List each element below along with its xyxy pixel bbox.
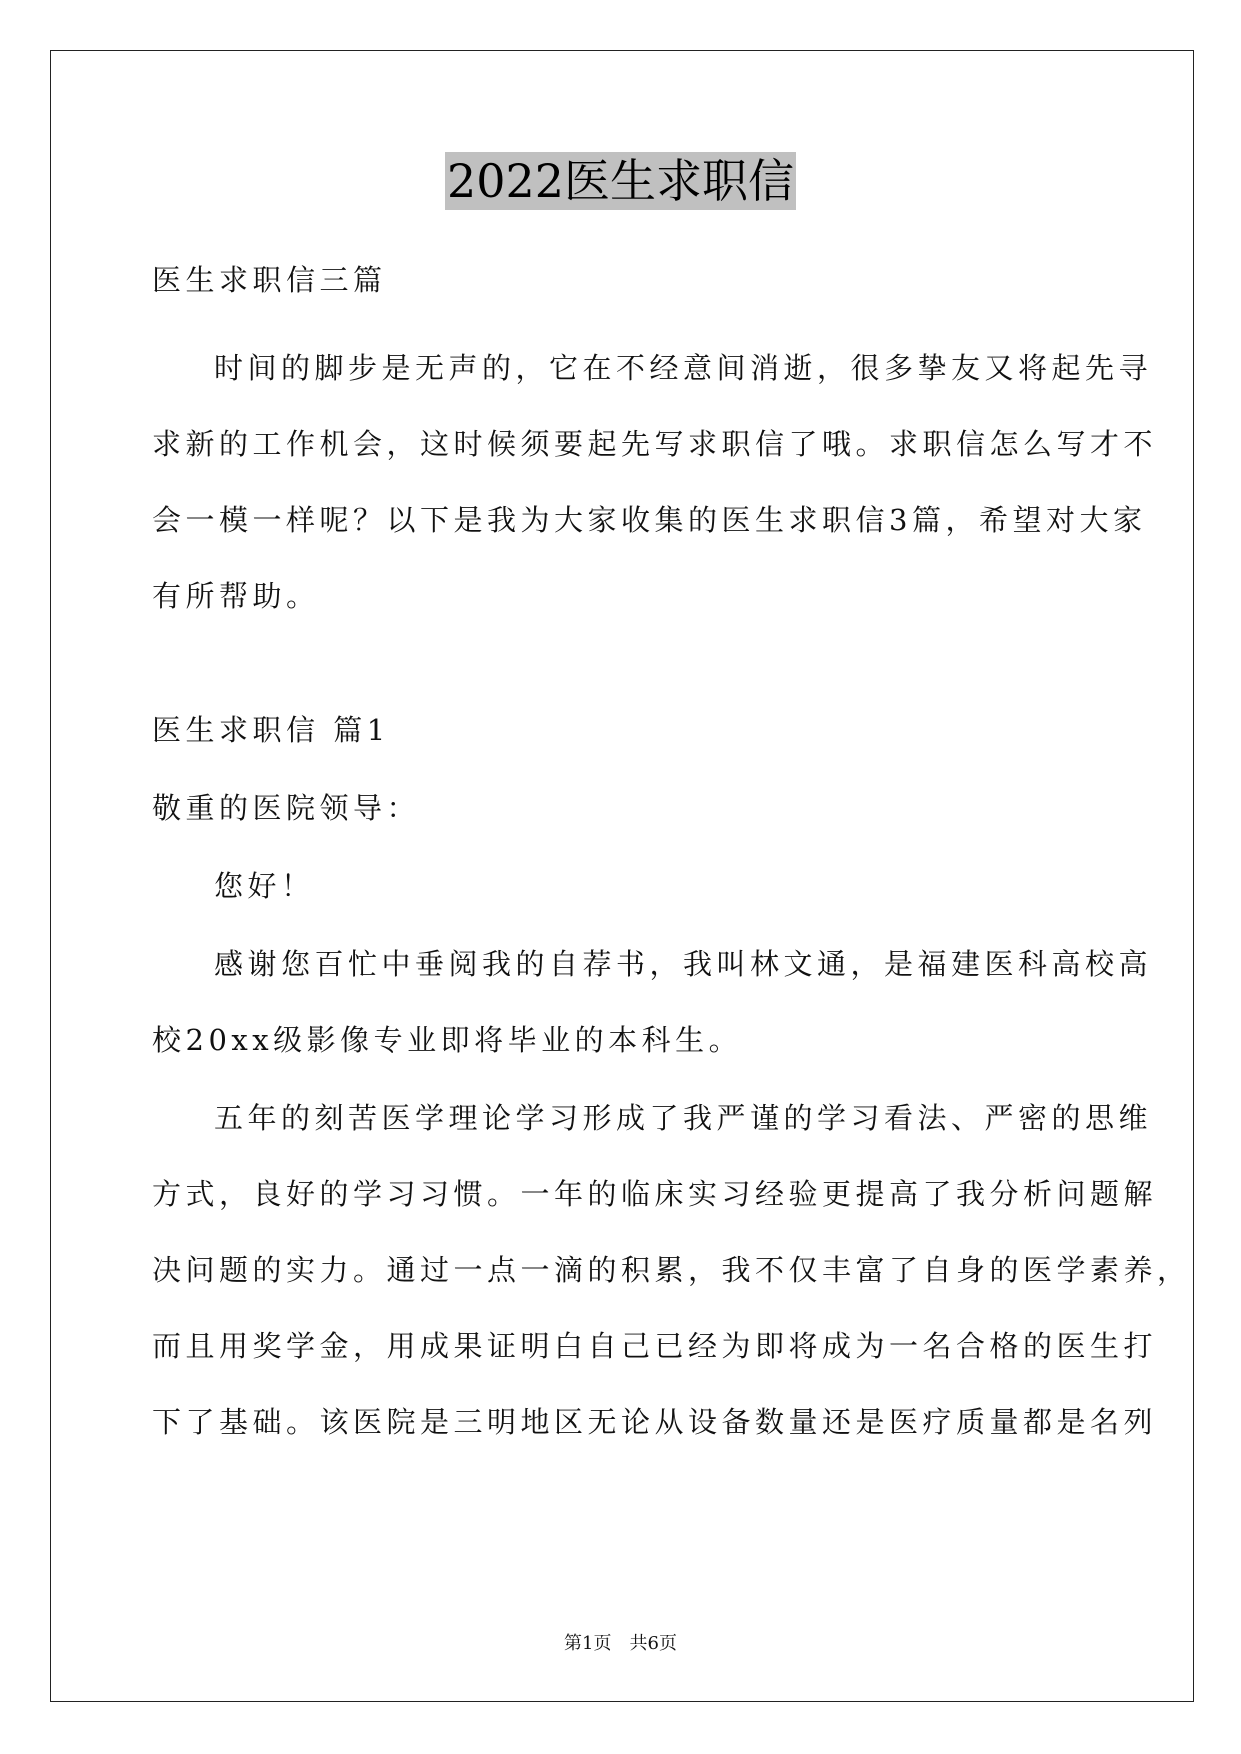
paragraph-line: 而且用奖学金，用成果证明白自己已经为即将成为一名合格的医生打 <box>152 1329 1158 1363</box>
intro-line: 求新的工作机会，这时候须要起先写求职信了哦。求职信怎么写才不 <box>152 427 1158 461</box>
title-container <box>0 152 1241 210</box>
paragraph-line: 五年的刻苦医学理论学习形成了我严谨的学习看法、严密的思维 <box>214 1101 1153 1135</box>
section-heading: 医生求职信 篇1 <box>152 713 390 747</box>
greeting: 您好！ <box>214 869 315 903</box>
paragraph-line: 感谢您百忙中垂阅我的自荐书，我叫林文通，是福建医科高校高 <box>214 947 1153 981</box>
paragraph-line: 决问题的实力。通过一点一滴的积累，我不仅丰富了自身的医学素养， <box>152 1253 1191 1287</box>
paragraph-line: 下了基础。该医院是三明地区无论从设备数量还是医疗质量都是名列 <box>152 1405 1158 1439</box>
intro-line: 时间的脚步是无声的，它在不经意间消逝，很多挚友又将起先寻 <box>214 351 1153 385</box>
intro-line: 有所帮助。 <box>152 579 320 613</box>
page-number-footer: 第1页 共6页 <box>564 1633 677 1654</box>
salutation: 敬重的医院领导： <box>152 791 421 825</box>
document-title: 2022医生求职信 <box>446 154 795 208</box>
subtitle: 医生求职信三篇 <box>152 263 387 297</box>
intro-line: 会一模一样呢？以下是我为大家收集的医生求职信3篇，希望对大家 <box>152 503 1147 537</box>
paragraph-line: 校20xx级影像专业即将毕业的本科生。 <box>152 1023 743 1057</box>
paragraph-line: 方式，良好的学习习惯。一年的临床实习经验更提高了我分析问题解 <box>152 1177 1158 1211</box>
